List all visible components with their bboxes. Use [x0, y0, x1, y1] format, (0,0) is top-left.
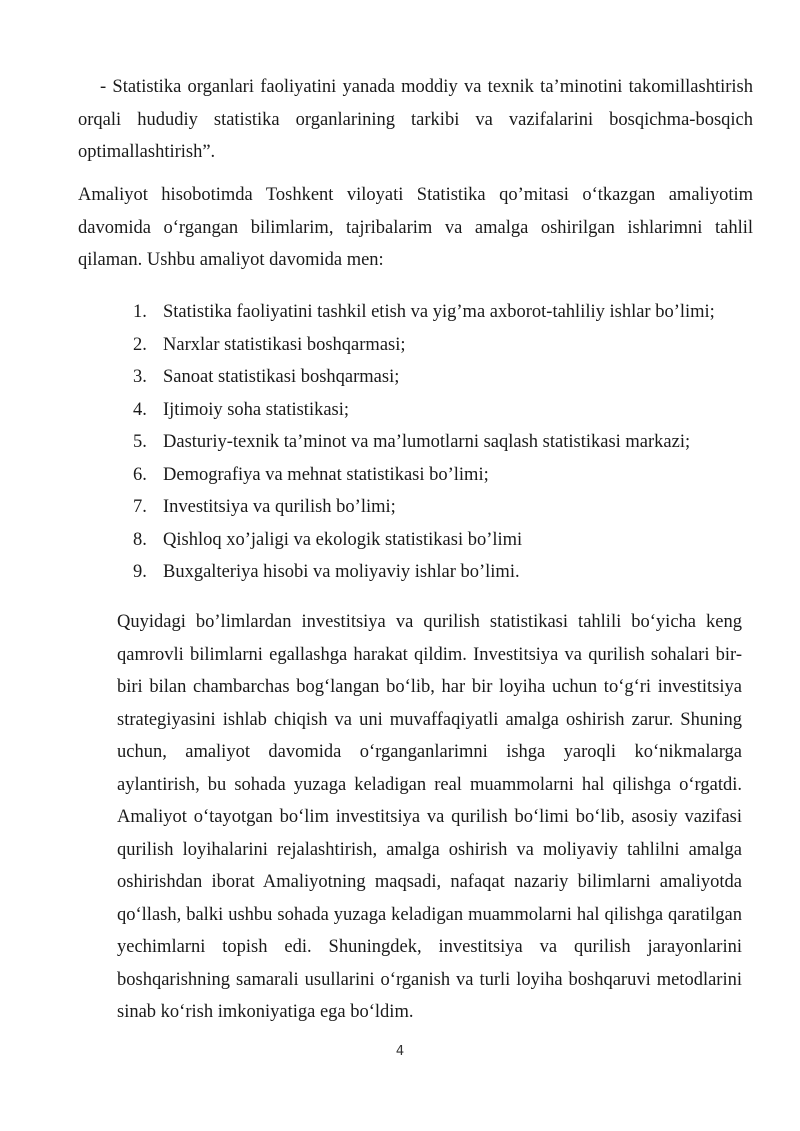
list-item: [133, 556, 753, 589]
paragraph-intro-bullet: - Statistika organlari faoliyatini yanada moddiy va texnik ta’minotini takomillashtirish orqali hududiy statistika organlarining tarkibi va vazifalarini bosqichma-bosqich optimallashtirish”.: [78, 77, 753, 162]
list-item-text: Ijtimoiy soha statistikasi;: [163, 399, 350, 420]
list-item-number: 5.: [133, 432, 147, 452]
page-number: 4: [395, 1044, 405, 1059]
list-item: [133, 426, 753, 459]
paragraph-report-intro: Amaliyot hisobotimda Toshkent viloyati Statistika qo’mitasi o‘tkazgan amaliyotim davomida o‘rgangan bilimlarim, tajribalarim va amalga oshirilgan ishlarimni tahlil qilaman. Ushbu amaliyot davomida men:: [78, 185, 753, 270]
list-item-text: Sanoat statistikasi boshqarmasi;: [163, 367, 400, 387]
list-item: [133, 491, 753, 524]
list-item-text: Investitsiya va qurilish bo’limi;: [163, 497, 396, 517]
list-item-number: 8.: [133, 529, 147, 550]
list-item-text: Qishloq xo’jaligi va ekologik statistikasi bo’limi: [163, 529, 523, 550]
list-item-text: Narxlar statistikasi boshqarmasi;: [163, 334, 406, 355]
list-item-text: Dasturiy-texnik ta’minot va ma’lumotlarni saqlash statistikasi markazi;: [163, 432, 691, 452]
list-item-number: 2.: [133, 334, 147, 355]
list-item: [133, 394, 753, 427]
list-item-number: 6.: [133, 464, 147, 485]
list-item: [133, 296, 753, 329]
list-item: [133, 329, 753, 362]
list-item-number: 7.: [133, 497, 147, 517]
list-item-text: Statistika faoliyatini tashkil etish va yig’ma axborot-tahliliy ishlar bo’limi;: [163, 302, 715, 322]
list-item-text: Demografiya va mehnat statistikasi bo’limi;: [163, 464, 489, 485]
list-item-number: 3.: [133, 367, 147, 387]
list-item-number: 4.: [133, 399, 147, 420]
list-item: [133, 459, 753, 492]
list-item: [133, 361, 753, 394]
paragraph-investment-analysis: Quyidagi bo’limlardan investitsiya va qurilish statistikasi tahlili bo‘yicha keng qamrovli bilimlarni egallashga harakat qildim. Investitsiya va qurilish sohalari bir-biri bilan chambarchas bog‘langan bo‘lib, har bir loyiha uchun to‘g‘ri investitsiya strategiyasini ishlab chiqish va uni muvaffaqiyatli amalga oshirish zarur. Shuning uchun, amaliyot davomida o‘rganganlarimni ishga yaroqli ko‘nikmalarga aylantirish, bu sohada yuzaga keladigan real muammolarni hal qilishga o‘rgatdi. Amaliyot o‘tayotgan bo‘lim investitsiya va qurilish bo‘limi bo‘lib, asosiy vazifasi qurilish loyihalarini rejalashtirish, amalga oshirish va moliyaviy tahlilni amalga oshirishdan iborat Amaliyotning maqsadi, nafaqat nazariy bilimlarni amaliyotda qo‘llash, balki ushbu sohada yuzaga keladigan muammolarni hal qilishga qaratilgan yechimlarni topish edi. Shuningdek, investitsiya va qurilish jarayonlarini boshqarishning samarali usullarini o‘rganish va turli loyiha boshqaruvi metodlarini sinab ko‘rish imkoniyatiga ega bo‘ldim.: [117, 612, 742, 1022]
list-item-text: Buxgalteriya hisobi va moliyaviy ishlar bo’limi.: [163, 562, 520, 582]
list-item: [133, 524, 753, 557]
list-item-number: 9.: [133, 562, 147, 582]
department-list: [133, 296, 753, 589]
list-item-number: 1.: [133, 302, 147, 322]
